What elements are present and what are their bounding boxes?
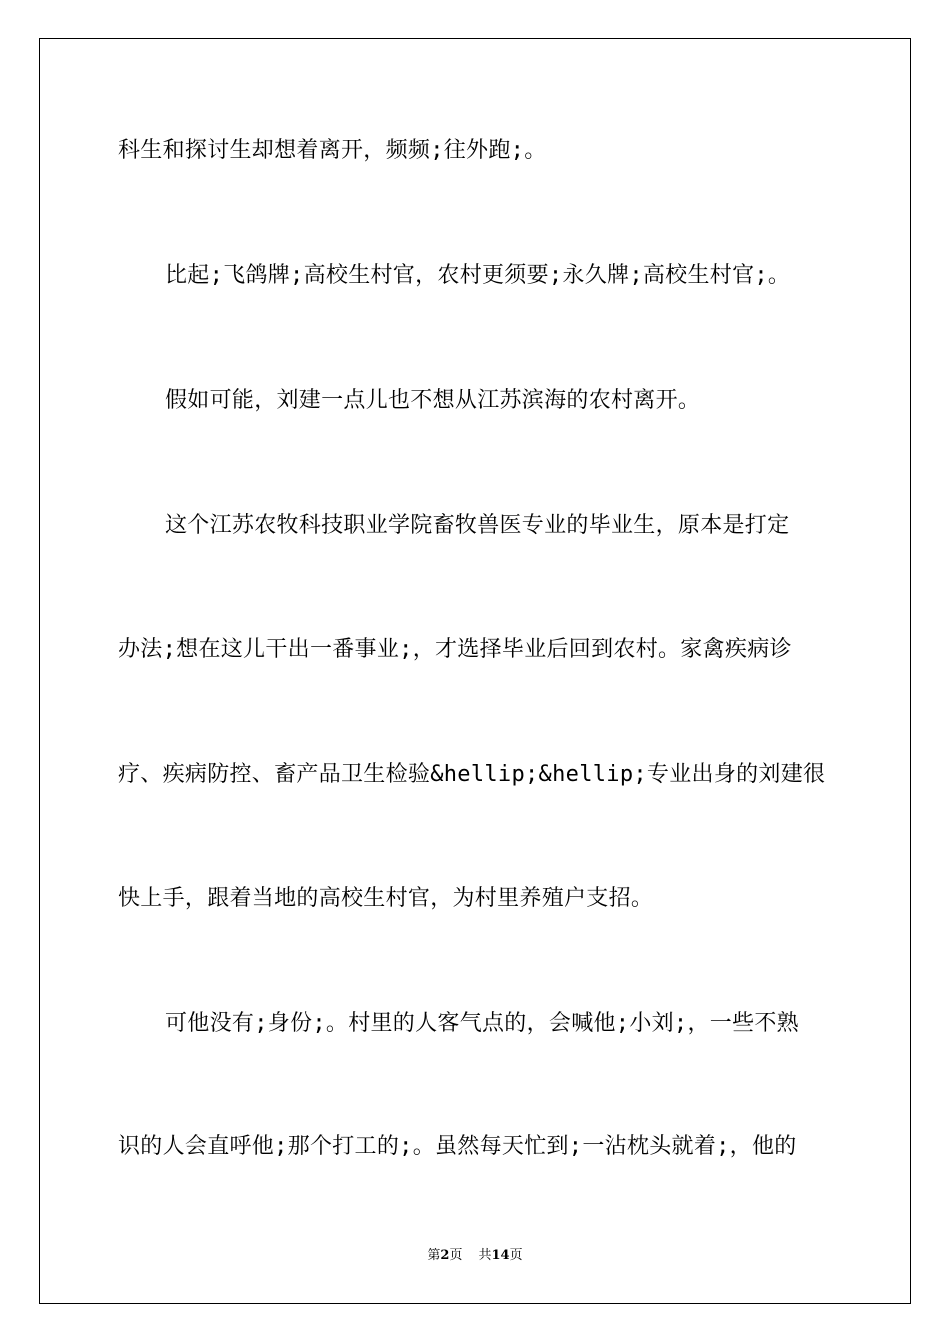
page-suffix: 页 (449, 1248, 463, 1263)
text-line: 比起;飞鸽牌;高校生村官，农村更须要;永久牌;高校生村官;。 (165, 263, 791, 288)
text-line: 办法;想在这儿干出一番事业;，才选择毕业后回到农村。家禽疾病诊 (118, 637, 792, 662)
text-line: 这个江苏农牧科技职业学院畜牧兽医专业的毕业生，原本是打定 (165, 513, 790, 538)
text-line: 假如可能，刘建一点儿也不想从江苏滨海的农村离开。 (165, 388, 701, 413)
text-line: 识的人会直呼他;那个打工的;。虽然每天忙到;一沾枕头就着;，他的 (118, 1134, 797, 1159)
text-line: 快上手，跟着当地的高校生村官，为村里养殖户支招。 (118, 886, 654, 911)
text-line: 可他没有;身份;。村里的人客气点的，会喊他;小刘;，一些不熟 (165, 1011, 799, 1036)
page-number: 2 (440, 1248, 450, 1263)
total-suffix: 页 (509, 1248, 523, 1263)
text-line: 科生和探讨生却想着离开，频频;往外跑;。 (118, 138, 547, 163)
total-pages: 14 (491, 1248, 510, 1263)
page-border (39, 38, 911, 1304)
total-prefix: 共 (478, 1248, 492, 1263)
page-prefix: 第 (427, 1248, 441, 1263)
page-footer (0, 1248, 950, 1264)
text-line: 疗、疾病防控、畜产品卫生检验&hellip;&hellip;专业出身的刘建很 (118, 762, 826, 787)
